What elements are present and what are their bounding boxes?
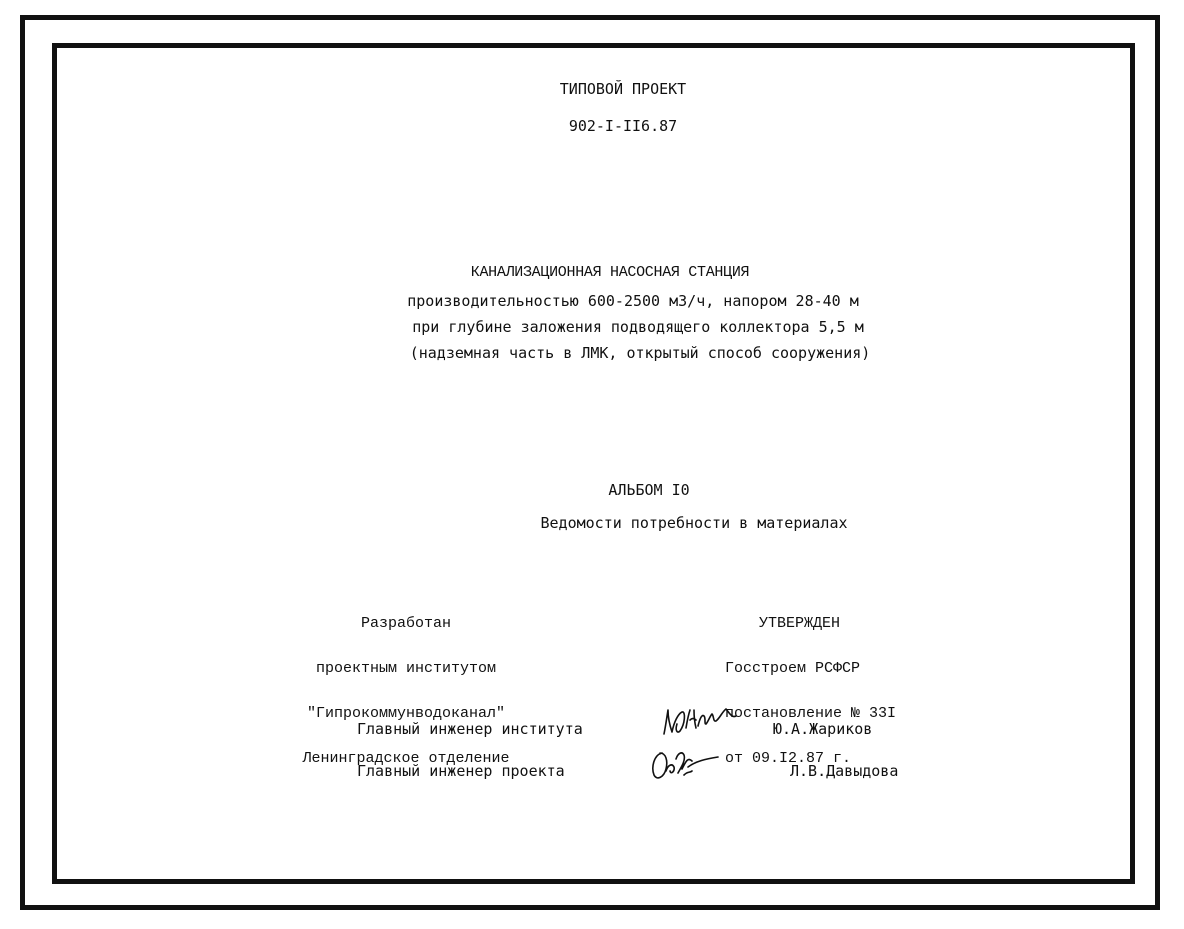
- approval-line: от 09.I2.87 г.: [725, 750, 852, 767]
- developer-line: проектным институтом: [315, 660, 497, 677]
- project-number: 902-I-II6.87: [568, 117, 678, 135]
- album-label: АЛЬБОМ I0: [608, 481, 690, 499]
- developer-line: Разработан: [360, 615, 451, 632]
- title-line-construction: (надземная часть в ЛМК, открытый способ сооружения): [409, 344, 871, 362]
- signature-role-project: Главный инженер проекта: [357, 762, 565, 780]
- signature-mark-institute: [660, 704, 775, 738]
- title-line-depth: при глубине заложения подводящего коллектора 5,5 м: [412, 318, 864, 336]
- title-line-capacity: производительностью 600-2500 м3/ч, напором 28-40 м: [407, 292, 859, 310]
- approval-line: УТВЕРЖДЕН: [759, 615, 841, 632]
- developer-block: [286, 586, 526, 781]
- inner-frame: [52, 43, 1135, 884]
- signature-name-institute: Ю.А.Жариков: [773, 720, 873, 738]
- signature-name-project: Л.В.Давыдова: [790, 762, 899, 780]
- approval-line: постановление № 33I: [725, 705, 897, 722]
- developer-line: "Гипрокоммунводоканал": [306, 705, 506, 722]
- album-subject: Ведомости потребности в материалах: [540, 514, 848, 532]
- signature-mark-project: [648, 745, 763, 783]
- developer-line: Ленинградское отделение: [302, 750, 510, 767]
- approval-line: Госстроем РСФСР: [725, 660, 861, 677]
- project-type: ТИПОВОЙ ПРОЕКТ: [559, 80, 687, 98]
- station-title: КАНАЛИЗАЦИОННАЯ НАСОСНАЯ СТАНЦИЯ: [470, 264, 750, 281]
- signature-role-institute: Главный инженер института: [357, 720, 583, 738]
